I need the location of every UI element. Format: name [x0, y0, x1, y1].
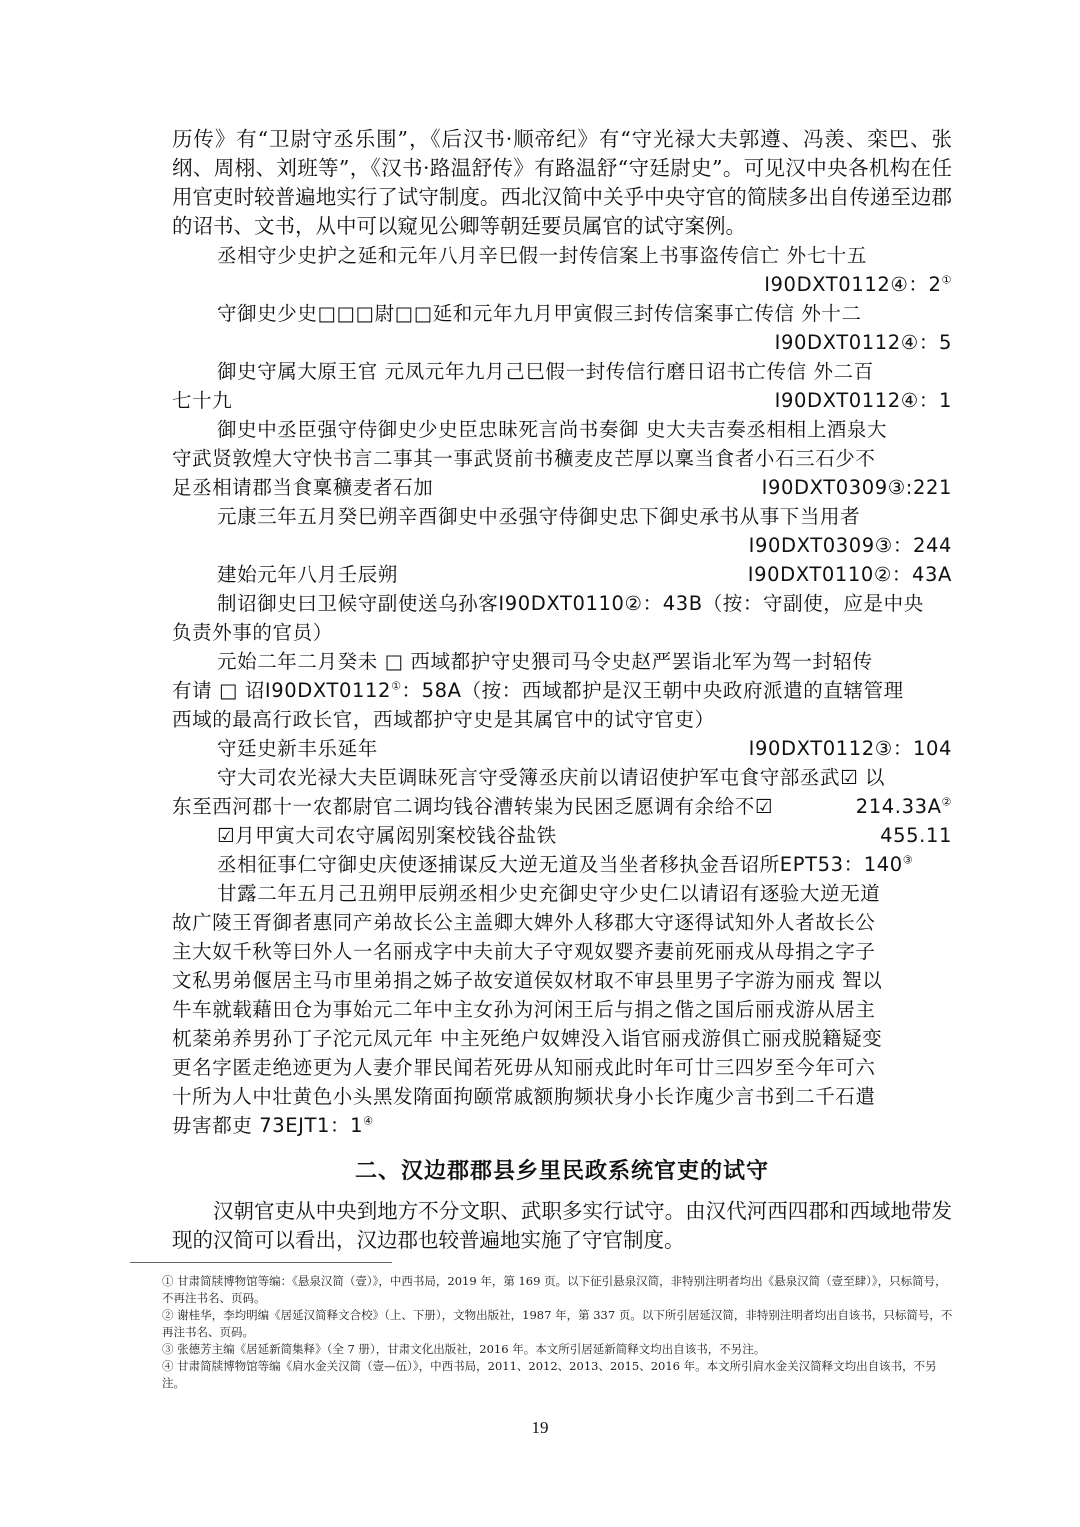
slip-4 — [172, 415, 952, 502]
slip-6 — [172, 560, 952, 589]
slip-4-ref: Ⅰ90DXT0309③:221 — [761, 476, 952, 499]
slip-12-text: 丞相征事仁守御史庆使逐捕谋反大逆无道及当坐者移执金吾诏所EPT53：140 — [217, 853, 903, 876]
slip-1-ref: Ⅰ90DXT0112④：2 — [764, 273, 942, 296]
outro-paragraph: 汉朝官吏从中央到地方不分文职、武职多实行试守。由汉代河西四郡和西域地带发现的汉简可以看出，汉边郡也较普遍地实施了守官制度。 — [172, 1199, 952, 1252]
footnote-2: ② 谢桂华，李均明编《居延汉简释文合校》（上、下册），文物出版社，1987 年，第 337 页。以下所引居延汉简，非特别注明者均出自该书，只标简号，不再注书名、页码。 — [162, 1308, 953, 1339]
slip-3-cont: 七十九 — [172, 389, 233, 412]
slip-4-line1: 御史中丞臣强守侍御史少史臣忠昧死言尚书奏御 史大夫吉奏丞相相上酒泉大 — [217, 418, 888, 441]
slip-13-line: 故广陵王胥御者惠同产弟故长公主盖卿大婢外人移郡大守逐得试知外人者故长公 — [172, 911, 876, 934]
slip-7-line1: 制诏御史曰卫候守副使送乌孙客Ⅰ90DXT0110②：43B（按：守副使，应是中央 — [217, 592, 924, 615]
footnote-divider — [130, 1262, 392, 1263]
slip-13 — [172, 879, 952, 1140]
footnote-1: ① 甘肃简牍博物馆等编：《悬泉汉简（壹）》，中西书局，2019 年，第 169 页。以下征引悬泉汉简，非特别注明者均出《悬泉汉简（壹至肆）》，只标简号，不再注书名、页码。 — [162, 1274, 947, 1305]
intro-paragraph: 历传》有“卫尉守丞乐围”，《后汉书·顺帝纪》有“守光禄大夫郭遵、冯羡、栾巴、张纲、周栩、刘班等”，《汉书·路温舒传》有路温舒“守廷尉史”。可见汉中央各机构在任用官吏时较普遍地实行了试守制度。西北汉简中关乎中央守官的简牍多出自传递至边郡的诏书、文书，从中可以窥见公卿等朝廷要员属官的试守案例。 — [172, 127, 952, 238]
slip-1-text: 丞相守少史护之延和元年八月辛巳假一封传信案上书事盗传信亡 外七十五 — [217, 244, 867, 267]
slip-3 — [172, 357, 952, 415]
slip-13-line: 主大奴千秋等曰外人一名丽戎字中夫前大子守观奴婴齐妻前死丽戎从母捐之字子 — [172, 940, 876, 963]
slip-13-line: 更名字匿走绝迹更为人妻介罪民闻若死毋从知丽戎此时年可廿三四岁至今年可六 — [172, 1056, 876, 1079]
slip-5-text: 元康三年五月癸巳朔辛酉御史中丞强守侍御史忠下御史承书从事下当用者 — [217, 505, 861, 528]
slip-7 — [172, 589, 952, 647]
slip-5 — [172, 502, 952, 560]
slip-3-ref: Ⅰ90DXT0112④：1 — [774, 389, 952, 412]
slip-10-ref: 214.33A — [855, 795, 942, 818]
footnote-4: ④ 甘肃简牍博物馆等编《肩水金关汉简（壹—伍）》，中西书局，2011、2012、2013、2015、2016 年。本文所引肩水金关汉简释文均出自该书，不另注。 — [162, 1359, 937, 1390]
slip-8-line2b: ：58A（按：西域都护是汉王朝中央政府派遣的直辖管理 — [401, 679, 904, 702]
slip-10-line1: 守大司农光禄大夫臣调昧死言守受簿丞庆前以请诏使护军屯食守部丞武☑ 以 — [217, 766, 886, 789]
section-title: 二、汉边郡郡县乡里民政系统官吏的试守 — [354, 1159, 769, 1184]
slip-9-ref: Ⅰ90DXT0112③：104 — [748, 737, 952, 760]
slip-4-line2: 守武贤敦煌大守快书言二事其一事武贤前书穬麦皮芒厚以稟当食者小石三石少不 — [172, 447, 876, 470]
footnote-mark-1: ① — [941, 273, 952, 287]
slip-10-line2: 东至西河郡十一农都尉官二调均钱谷漕转粜为民困乏愿调有余给不☑ — [172, 795, 773, 818]
slip-8-line2a: 有请 □ 诏Ⅰ90DXT0112 — [172, 679, 392, 702]
slip-4-line3: 足丞相请郡当食稟穬麦者石加 — [172, 476, 434, 499]
slip-8 — [172, 647, 952, 734]
slip-7-line2: 负责外事的官员） — [172, 621, 333, 644]
slip-13-last: 毋害都吏 73EJT1：1 — [172, 1114, 364, 1137]
slip-1 — [172, 241, 952, 299]
slip-2-text: 守御史少史□□□尉□□延和元年九月甲寅假三封传信案事亡传信 外十二 — [217, 302, 862, 325]
footnote-mark-2: ② — [941, 795, 952, 809]
slip-13-line: 十所为人中壮黄色小头黑发隋面拘颐常戚额朐频状身小长诈廆少言书到二千石遣 — [172, 1085, 876, 1108]
slip-11 — [172, 821, 952, 850]
slip-13-line: 甘露二年五月己丑朔甲辰朔丞相少史充御史守少史仁以请诏有逐验大逆无道 — [217, 882, 881, 905]
slip-13-line: 牛车就载藉田仓为事始元二年中主女孙为河闲王后与捐之偕之国后丽戎游从居主 — [172, 998, 876, 1021]
slip-9-text: 守廷史新丰乐延年 — [217, 737, 378, 760]
slip-3-text: 御史守属大原王官 元凤元年九月己巳假一封传信行磨日诏书亡传信 外二百 — [217, 360, 874, 383]
slip-5-ref: Ⅰ90DXT0309③：244 — [748, 534, 952, 557]
slip-2 — [172, 299, 952, 357]
slip-13-line: 杌棻弟养男孙丁子沱元凤元年 中主死绝户奴婢没入诣官丽戎游俱亡丽戎脱籍疑变 — [172, 1027, 883, 1050]
slip-11-text: ☑月甲寅大司农守属闳别案校钱谷盐铁 — [217, 824, 557, 847]
footnote-3: ③ 张德芳主编《居延新简集释》（全 7 册），甘肃文化出版社，2016 年。本文所引居延新简释文均出自该书，不另注。 — [162, 1342, 766, 1356]
slip-13-line: 文私男弟偃居主马市里弟捐之姊子故安道侯奴材取不审县里男子字游为丽戎 聟以 — [172, 969, 883, 992]
slip-12 — [172, 850, 952, 879]
slip-2-ref: Ⅰ90DXT0112④：5 — [774, 331, 952, 354]
slip-11-ref: 455.11 — [880, 824, 952, 847]
slip-6-ref: Ⅰ90DXT0110②：43A — [747, 563, 952, 586]
footnotes — [162, 1273, 957, 1392]
slip-6-text: 建始元年八月壬辰朔 — [217, 563, 398, 586]
slip-8-line1: 元始二年二月癸未 □ 西域都护守史猥司马令史赵严罢诣北军为驾一封轺传 — [217, 650, 873, 673]
slip-10 — [172, 763, 952, 821]
slip-9 — [172, 734, 952, 763]
page-number: 19 — [531, 1418, 549, 1437]
footnote-mark-3: ③ — [902, 853, 914, 867]
footnote-mark-1b: ① — [391, 679, 402, 693]
footnote-mark-4: ④ — [363, 1114, 374, 1128]
slip-8-line3: 西域的最高行政长官，西域都护守史是其属官中的试守官吏） — [172, 708, 715, 731]
page-body — [172, 125, 952, 1255]
